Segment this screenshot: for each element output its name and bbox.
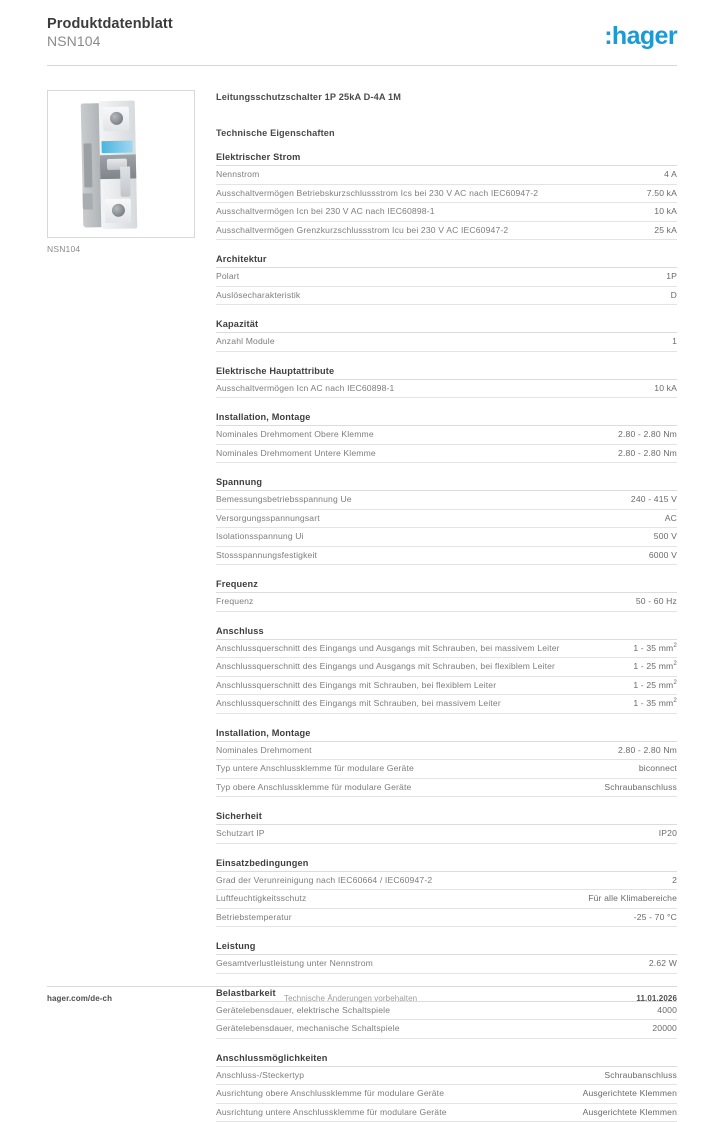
spec-label: Typ obere Anschlussklemme für modulare Geräte	[216, 782, 588, 794]
technical-properties-heading: Technische Eigenschaften	[216, 128, 677, 138]
table-row	[216, 1067, 677, 1086]
spec-value: 2.80 - 2.80 Nm	[618, 429, 677, 441]
table-row	[216, 268, 677, 287]
spec-section	[216, 858, 677, 928]
spec-label: Anschlussquerschnitt des Eingangs mit Schrauben, bei flexiblem Leiter	[216, 680, 588, 692]
spec-value: D	[671, 290, 677, 302]
spec-section-title: Architektur	[216, 254, 677, 268]
spec-section-title: Kapazität	[216, 319, 677, 333]
spec-value: 2	[672, 875, 677, 887]
spec-label: Ausrichtung obere Anschlussklemme für modulare Geräte	[216, 1088, 583, 1100]
spec-label: Luftfeuchtigkeitsschutz	[216, 893, 588, 905]
table-row	[216, 1085, 677, 1104]
spec-label: Gerätelebensdauer, mechanische Schaltspiele	[216, 1023, 588, 1035]
spec-section	[216, 941, 677, 974]
table-row	[216, 333, 677, 352]
spec-section	[216, 728, 677, 798]
spec-value: 10 kA	[654, 383, 677, 395]
spec-value: Für alle Klimabereiche	[588, 893, 677, 905]
spec-section-title: Einsatzbedingungen	[216, 858, 677, 872]
table-row	[216, 695, 677, 714]
table-row	[216, 166, 677, 185]
spec-section	[216, 152, 677, 240]
spec-value: 4000	[657, 1005, 677, 1017]
spec-value: AC	[665, 513, 677, 525]
page-header	[47, 16, 677, 66]
spec-value: 10 kA	[654, 206, 677, 218]
spec-section	[216, 254, 677, 305]
product-image-caption: NSN104	[47, 244, 80, 254]
spec-label: Grad der Verunreinigung nach IEC60664 / IEC60947-2	[216, 875, 588, 887]
spec-value: 1 - 25 $mm^2$	[633, 661, 677, 673]
breaker-din-clip	[84, 143, 93, 187]
spec-label: Polart	[216, 271, 588, 283]
spec-section-title: Leistung	[216, 941, 677, 955]
spec-label: Isolationsspannung Ui	[216, 531, 588, 543]
spec-value: 7.50 kA	[647, 188, 677, 200]
spec-value: 1	[672, 336, 677, 348]
table-row	[216, 760, 677, 779]
breaker-mounting-lug	[83, 193, 93, 209]
table-row	[216, 1104, 677, 1122]
spec-section	[216, 366, 677, 399]
footer-disclaimer: Technische Änderungen vorbehalten	[284, 994, 417, 1003]
spec-section-title: Frequenz	[216, 579, 677, 593]
page-footer	[47, 994, 677, 1008]
table-row	[216, 593, 677, 612]
table-row	[216, 547, 677, 566]
table-row	[216, 528, 677, 547]
spec-label: Anschluss-/Steckertyp	[216, 1070, 588, 1082]
spec-value: biconnect	[639, 763, 677, 775]
spec-value: 1 - 35 $mm^2$	[633, 643, 677, 655]
spec-section-title: Anschlussmöglichkeiten	[216, 1053, 677, 1067]
spec-label: Gerätelebensdauer, elektrische Schaltspiele	[216, 1005, 588, 1017]
spec-label: Ausschaltvermögen Betriebskurzschlussstrom Ics bei 230 V AC nach IEC60947-2	[216, 188, 588, 200]
spec-label: Anzahl Module	[216, 336, 588, 348]
spec-value: 500 V	[654, 531, 677, 543]
product-image	[47, 90, 195, 238]
breaker-lever-arm	[120, 167, 131, 197]
spec-value: 2.80 - 2.80 Nm	[618, 745, 677, 757]
spec-label: Nennstrom	[216, 169, 588, 181]
table-row	[216, 640, 677, 659]
spec-value: 50 - 60 Hz	[636, 596, 677, 608]
spec-label: Typ untere Anschlussklemme für modulare Geräte	[216, 763, 588, 775]
spec-value: 240 - 415 V	[631, 494, 677, 506]
table-row	[216, 955, 677, 974]
hager-logo: :hager	[604, 23, 677, 49]
spec-section	[216, 412, 677, 463]
circuit-breaker-illustration	[81, 100, 138, 229]
table-row	[216, 491, 677, 510]
spec-section-title: Elektrischer Strom	[216, 152, 677, 166]
table-row	[216, 742, 677, 761]
spec-section-title: Anschluss	[216, 626, 677, 640]
table-row	[216, 779, 677, 798]
spec-label: Betriebstemperatur	[216, 912, 588, 924]
table-row	[216, 287, 677, 306]
table-row	[216, 380, 677, 399]
table-row	[216, 825, 677, 844]
table-row	[216, 445, 677, 464]
spec-label: Anschlussquerschnitt des Eingangs und Ausgangs mit Schrauben, bei flexiblem Leiter	[216, 661, 588, 673]
spec-value: 20000	[652, 1023, 677, 1035]
spec-label: Bemessungsbetriebsspannung Ue	[216, 494, 588, 506]
page-subtitle: NSN104	[47, 33, 677, 50]
table-row	[216, 872, 677, 891]
footer-divider	[47, 986, 677, 987]
spec-section-title: Sicherheit	[216, 811, 677, 825]
page-title: Produktdatenblatt	[47, 16, 677, 33]
spec-label: Versorgungsspannungsart	[216, 513, 588, 525]
spec-label: Nominales Drehmoment	[216, 745, 588, 757]
spec-section-title: Belastbarkeit	[216, 988, 677, 1002]
spec-value: 1 - 25 $mm^2$	[633, 680, 677, 692]
spec-label: Anschlussquerschnitt des Eingangs mit Schrauben, bei massivem Leiter	[216, 698, 588, 710]
spec-value: 25 kA	[654, 225, 677, 237]
spec-label: Ausschaltvermögen Icn AC nach IEC60898-1	[216, 383, 588, 395]
table-row	[216, 1020, 677, 1039]
spec-value: 2.62 W	[649, 958, 677, 970]
table-row	[216, 203, 677, 222]
spec-value: Ausgerichtete Klemmen	[583, 1107, 677, 1119]
spec-section-title: Installation, Montage	[216, 412, 677, 426]
spec-section-title: Installation, Montage	[216, 728, 677, 742]
footer-website[interactable]: hager.com/de-ch	[47, 994, 112, 1003]
breaker-brand-strip	[101, 141, 132, 154]
spec-section-title: Spannung	[216, 477, 677, 491]
spec-section	[216, 811, 677, 844]
spec-label: Schutzart IP	[216, 828, 588, 840]
table-row	[216, 890, 677, 909]
spec-value: 1 - 35 $mm^2$	[633, 698, 677, 710]
table-row	[216, 185, 677, 204]
spec-label: Gesamtverlustleistung unter Nennstrom	[216, 958, 588, 970]
spec-label: Auslösecharakteristik	[216, 290, 588, 302]
spec-value: 2.80 - 2.80 Nm	[618, 448, 677, 460]
spec-section	[216, 477, 677, 565]
table-row	[216, 510, 677, 529]
spec-section	[216, 626, 677, 714]
spec-label: Frequenz	[216, 596, 588, 608]
spec-value: -25 - 70 °C	[634, 912, 677, 924]
table-row	[216, 677, 677, 696]
spec-label: Ausrichtung untere Anschlussklemme für modulare Geräte	[216, 1107, 583, 1119]
spec-label: Anschlussquerschnitt des Eingangs und Ausgangs mit Schrauben, bei massivem Leiter	[216, 643, 588, 655]
spec-label: Nominales Drehmoment Untere Klemme	[216, 448, 588, 460]
spec-label: Ausschaltvermögen Icn bei 230 V AC nach IEC60898-1	[216, 206, 588, 218]
table-row	[216, 426, 677, 445]
spec-value: Schraubanschluss	[604, 1070, 677, 1082]
product-name: Leitungsschutzschalter 1P 25kA D-4A 1M	[216, 92, 677, 102]
spec-section-title: Elektrische Hauptattribute	[216, 366, 677, 380]
spec-label: Ausschaltvermögen Grenzkurzschlussstrom Icu bei 230 V AC IEC60947-2	[216, 225, 588, 237]
spec-section	[216, 1053, 677, 1122]
header-divider	[47, 65, 677, 66]
spec-value: IP20	[659, 828, 677, 840]
table-row	[216, 222, 677, 241]
spec-value: 1P	[666, 271, 677, 283]
spec-value: Ausgerichtete Klemmen	[583, 1088, 677, 1100]
footer-date: 11.01.2026	[636, 994, 677, 1003]
specification-table	[216, 92, 677, 1122]
spec-value: 4 A	[664, 169, 677, 181]
spec-label: Stossspannungsfestigkeit	[216, 550, 588, 562]
spec-value: Schraubanschluss	[604, 782, 677, 794]
table-row	[216, 909, 677, 928]
spec-section	[216, 579, 677, 612]
spec-section	[216, 319, 677, 352]
table-row	[216, 658, 677, 677]
spec-value: 6000 V	[649, 550, 677, 562]
spec-label: Nominales Drehmoment Obere Klemme	[216, 429, 588, 441]
